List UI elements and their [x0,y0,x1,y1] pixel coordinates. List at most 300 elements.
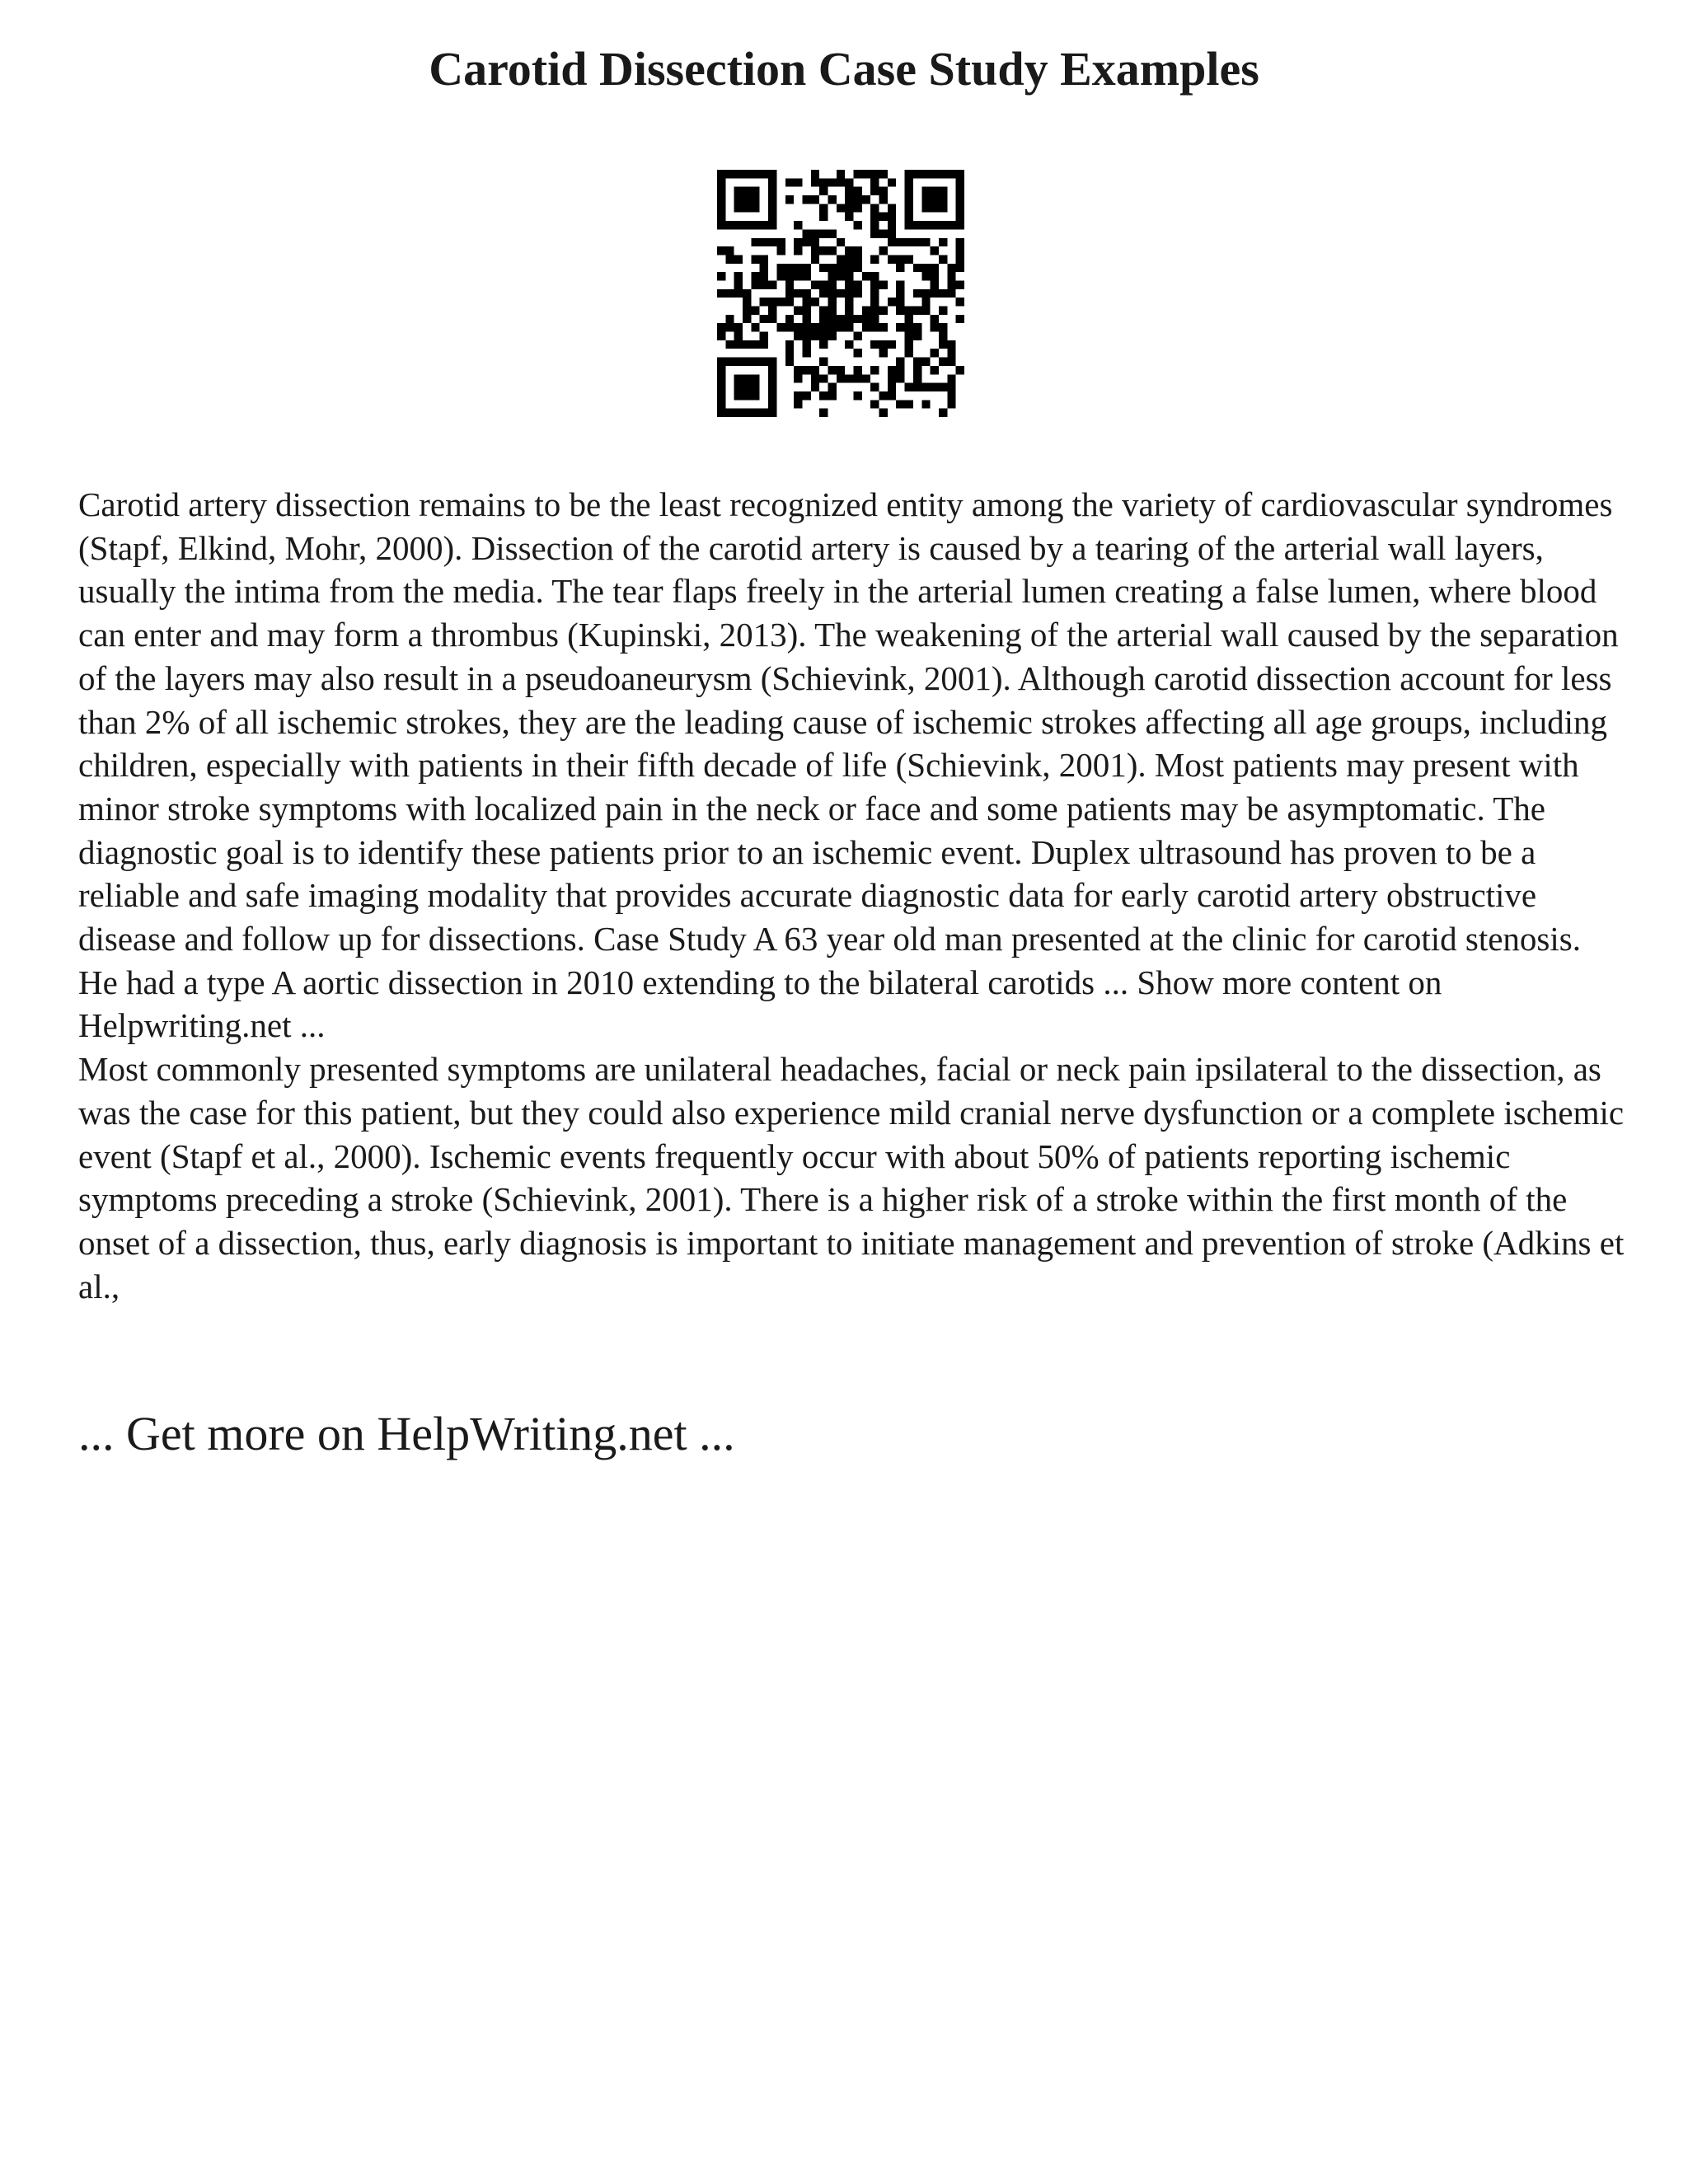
qr-module [896,289,904,298]
qr-module [802,349,810,357]
qr-code-graphic [717,170,964,417]
qr-module [760,340,768,349]
qr-module [879,391,888,400]
qr-module [785,195,794,204]
qr-module [870,366,879,374]
qr-module [921,272,930,280]
qr-module [734,323,743,331]
qr-module [828,315,836,323]
qr-module [811,170,819,178]
qr-module [828,264,836,272]
qr-module [939,323,947,331]
qr-module [939,307,947,315]
qr-module [811,178,819,186]
qr-module [811,332,819,340]
qr-module [743,307,751,315]
qr-module [734,340,743,349]
qr-finder-bottom-left [717,358,725,417]
qr-module [837,264,845,272]
qr-finder-top-left [717,170,776,178]
qr-module [794,238,802,246]
qr-module [896,307,904,315]
qr-module [802,307,810,315]
qr-module [862,272,870,280]
qr-module [828,289,836,298]
qr-finder-top-left [717,170,725,229]
qr-module [879,195,888,204]
qr-module [776,238,785,246]
qr-module [785,298,794,306]
qr-module [854,246,862,255]
qr-module [819,229,828,237]
qr-module [776,323,785,331]
qr-module [802,391,810,400]
qr-module [845,289,853,298]
qr-module [794,400,802,408]
qr-module [947,280,955,288]
qr-module [837,170,845,178]
qr-module [879,213,888,221]
qr-module [811,238,819,246]
qr-module [811,195,819,204]
qr-module [870,340,879,349]
qr-module [862,307,870,315]
qr-module [802,323,810,331]
qr-module [921,307,930,315]
qr-module [802,298,810,306]
qr-module [956,255,964,263]
qr-module [819,246,828,255]
qr-module [725,323,734,331]
qr-module [819,358,828,366]
qr-module [896,358,904,366]
qr-module [819,340,828,349]
qr-module [785,178,794,186]
qr-module [956,246,964,255]
qr-module [845,195,853,204]
qr-module [760,238,768,246]
qr-module [751,255,759,263]
qr-finder-bottom-left [717,358,776,366]
qr-module [845,255,853,263]
qr-module [845,315,853,323]
qr-module [870,400,879,408]
qr-module [802,195,810,204]
qr-module [845,264,853,272]
qr-module [734,332,743,340]
qr-module [854,391,862,400]
qr-module [854,187,862,195]
qr-module [785,349,794,357]
qr-module [794,307,802,315]
qr-module [743,289,751,298]
qr-module [931,280,939,288]
qr-module [845,213,853,221]
qr-module [802,315,810,323]
qr-module [785,323,794,331]
qr-module [862,323,870,331]
qr-module [862,374,870,382]
qr-finder-top-left [768,170,776,229]
qr-module [828,229,836,237]
qr-module [845,298,853,306]
qr-module [802,272,810,280]
qr-module [888,221,896,229]
qr-module [760,280,768,288]
qr-module [939,358,947,366]
qr-module [768,238,776,246]
qr-module [828,298,836,306]
qr-module [760,332,768,340]
qr-module [879,280,888,288]
qr-module [931,366,939,374]
qr-module [751,238,759,246]
qr-module [819,187,828,195]
qr-module [947,340,955,349]
qr-module [931,315,939,323]
qr-module [879,340,888,349]
qr-module [913,289,921,298]
qr-module [947,358,955,366]
qr-module [888,255,896,263]
qr-module [785,264,794,272]
qr-module [879,229,888,237]
qr-module [819,332,828,340]
qr-module [845,204,853,212]
qr-module [802,229,810,237]
qr-module [905,323,913,331]
qr-module [828,272,836,280]
qr-module [888,298,896,306]
qr-module [837,204,845,212]
qr-module [760,315,768,323]
qr-module [947,391,955,400]
qr-module [913,374,921,382]
qr-module [828,332,836,340]
qr-module [794,332,802,340]
qr-module [947,289,955,298]
qr-module [837,178,845,186]
qr-module [802,289,810,298]
qr-module [854,315,862,323]
qr-module [776,272,785,280]
qr-module [819,213,828,221]
qr-module [837,238,845,246]
qr-module [760,272,768,280]
qr-module [751,272,759,280]
qr-module [717,246,725,255]
qr-module [725,315,734,323]
qr-module [888,178,896,186]
qr-module [734,280,743,288]
qr-module [905,255,913,263]
qr-module [896,323,904,331]
qr-module [794,366,802,374]
qr-module [776,246,785,255]
qr-module [785,340,794,349]
qr-module [845,323,853,331]
qr-module [734,272,743,280]
qr-module [828,246,836,255]
qr-module [931,246,939,255]
qr-module [939,409,947,417]
qr-module [811,229,819,237]
document-body [78,483,1628,1308]
qr-module [921,383,930,391]
qr-module [743,315,751,323]
qr-module [734,289,743,298]
qr-module [854,221,862,229]
qr-module [837,315,845,323]
qr-finder-top-right [921,187,947,213]
qr-module [921,400,930,408]
qr-module [854,170,862,178]
qr-module [854,204,862,212]
qr-module [879,307,888,315]
qr-module [956,298,964,306]
qr-module [828,383,836,391]
qr-finder-top-right [905,170,913,229]
qr-module [743,340,751,349]
qr-module [845,280,853,288]
qr-module [956,264,964,272]
qr-module [811,323,819,331]
qr-module [870,187,879,195]
qr-module [947,374,955,382]
get-more-link[interactable]: ... Get more on HelpWriting.net ... [78,1407,735,1460]
qr-module [854,195,862,204]
qr-module [760,255,768,263]
qr-module [870,221,879,229]
qr-module [828,391,836,400]
qr-module [794,391,802,400]
qr-module [888,391,896,400]
qr-module [947,349,955,357]
qr-module [913,358,921,366]
qr-module [947,383,955,391]
qr-module [879,170,888,178]
qr-module [870,289,879,298]
qr-module [854,332,862,340]
qr-module [939,332,947,340]
qr-module [870,255,879,263]
qr-module [717,272,725,280]
qr-module [888,229,896,237]
qr-module [768,315,776,323]
qr-module [828,280,836,288]
qr-module [837,374,845,382]
document-title: Carotid Dissection Case Study Examples [429,42,1259,96]
qr-finder-top-left [734,187,760,213]
qr-module [888,340,896,349]
qr-module [870,298,879,306]
qr-module [794,272,802,280]
qr-module [819,374,828,382]
qr-module [913,332,921,340]
qr-module [896,264,904,272]
qr-module [896,255,904,263]
qr-module [939,255,947,263]
qr-module [905,238,913,246]
qr-module [879,323,888,331]
qr-module [854,374,862,382]
qr-finder-top-left [717,221,776,229]
qr-module [947,272,955,280]
qr-module [725,289,734,298]
qr-module [845,307,853,315]
qr-module [845,246,853,255]
qr-finder-top-right [905,170,964,178]
qr-module [760,264,768,272]
qr-module [913,366,921,374]
qr-module [819,323,828,331]
qr-module [956,238,964,246]
qr-module [905,383,913,391]
qr-module [717,289,725,298]
qr-module [939,289,947,298]
qr-module [819,280,828,288]
qr-module [837,366,845,374]
qr-module [837,272,845,280]
qr-module [845,187,853,195]
qr-module [956,280,964,288]
qr-module [947,264,955,272]
qr-finder-bottom-left [734,374,760,400]
qr-module [921,264,930,272]
qr-finder-top-right [956,170,964,229]
qr-module [870,323,879,331]
qr-module [819,307,828,315]
qr-module [845,374,853,382]
qr-module [905,349,913,357]
qr-module [760,298,768,306]
qr-module [888,383,896,391]
qr-module [743,298,751,306]
qr-module [751,307,759,315]
qr-module [921,289,930,298]
qr-module [845,272,853,280]
qr-finder-top-right [905,221,964,229]
qr-module [905,332,913,340]
qr-module [879,246,888,255]
qr-module [870,280,879,288]
qr-module [828,178,836,186]
qr-module [819,391,828,400]
qr-module [896,400,904,408]
qr-module [921,358,930,366]
qr-module [870,315,879,323]
qr-module [913,323,921,331]
qr-module [811,280,819,288]
qr-module [931,264,939,272]
qr-module [888,366,896,374]
qr-module [768,280,776,288]
qr-code-icon [717,170,964,417]
qr-module [751,323,759,331]
qr-module [896,280,904,288]
qr-module [785,272,794,280]
qr-module [939,383,947,391]
qr-module [896,298,904,306]
qr-module [794,264,802,272]
qr-module [794,178,802,186]
qr-module [956,315,964,323]
qr-module [794,289,802,298]
qr-module [913,383,921,391]
qr-module [828,195,836,204]
qr-module [921,298,930,306]
qr-module [905,307,913,315]
qr-module [888,374,896,382]
qr-module [811,246,819,255]
qr-module [870,272,879,280]
qr-module [819,178,828,186]
qr-module [931,289,939,298]
qr-module [888,238,896,246]
qr-module [725,255,734,263]
qr-module [794,246,802,255]
qr-module [905,400,913,408]
qr-module [862,170,870,178]
qr-module [794,374,802,382]
qr-module [828,307,836,315]
qr-module [837,323,845,331]
qr-finder-bottom-left [768,358,776,417]
qr-module [870,307,879,315]
qr-module [819,409,828,417]
qr-module [802,332,810,340]
qr-module [785,315,794,323]
qr-module [768,298,776,306]
qr-module [785,289,794,298]
qr-module [845,340,853,349]
qr-module [819,289,828,298]
qr-module [870,383,879,391]
qr-module [913,264,921,272]
qr-module [939,340,947,349]
qr-module [879,349,888,357]
qr-module [785,280,794,288]
qr-module [794,221,802,229]
qr-module [879,409,888,417]
qr-module [870,204,879,212]
qr-module [819,264,828,272]
qr-module [776,264,785,272]
qr-module [717,332,725,340]
body-paragraph-1: Carotid artery dissection remains to be the least recognized entity among the variety of cardiovascular syndromes (Stapf, Elkind, Mohr, 2000). Dissection of the carotid artery is caused by a tearing of the arterial wall layers, usually the intima from the media. The tear flaps freely in the arterial lumen creating a false lumen, where blood can enter and may form a thrombus (Kupinski, 2013). The weakening of the arterial wall caused by the separation of the layers may also result in a pseudoaneurysm (Schievink, 2001). Although carotid dissection account for less than 2% of all ischemic strokes, they are the leading cause of ischemic strokes affecting all age groups, including children, especially with patients in their fifth decade of life (Schievink, 2001). Most patients may present with minor stroke symptoms with localized pain in the neck or face and some patients may be asymptomatic. The diagnostic goal is to identify these patients prior to an ischemic event. Duplex ultrasound has proven to be a reliable and safe imaging modality that provides accurate diagnostic data for early carotid artery obstructive disease and follow up for dissections. Case Study A 63 year old man presented at the clinic for carotid stenosis. He had a type A aortic dissection in 2010 extending to the bilateral carotids ... Show more content on Helpwriting.net ... [78,485,1619,1045]
qr-module [931,323,939,331]
qr-module [879,187,888,195]
qr-module [837,255,845,263]
qr-finder-bottom-left [717,409,776,417]
qr-module [870,170,879,178]
qr-module [811,255,819,263]
qr-module [870,213,879,221]
qr-module [854,349,862,357]
qr-module [785,358,794,366]
qr-module [862,315,870,323]
qr-module [751,280,759,288]
qr-module [811,366,819,374]
qr-module [751,340,759,349]
qr-module [888,204,896,212]
qr-module [811,374,819,382]
qr-module [768,307,776,315]
qr-module [837,289,845,298]
qr-module [913,238,921,246]
qr-module [870,178,879,186]
qr-module [828,323,836,331]
